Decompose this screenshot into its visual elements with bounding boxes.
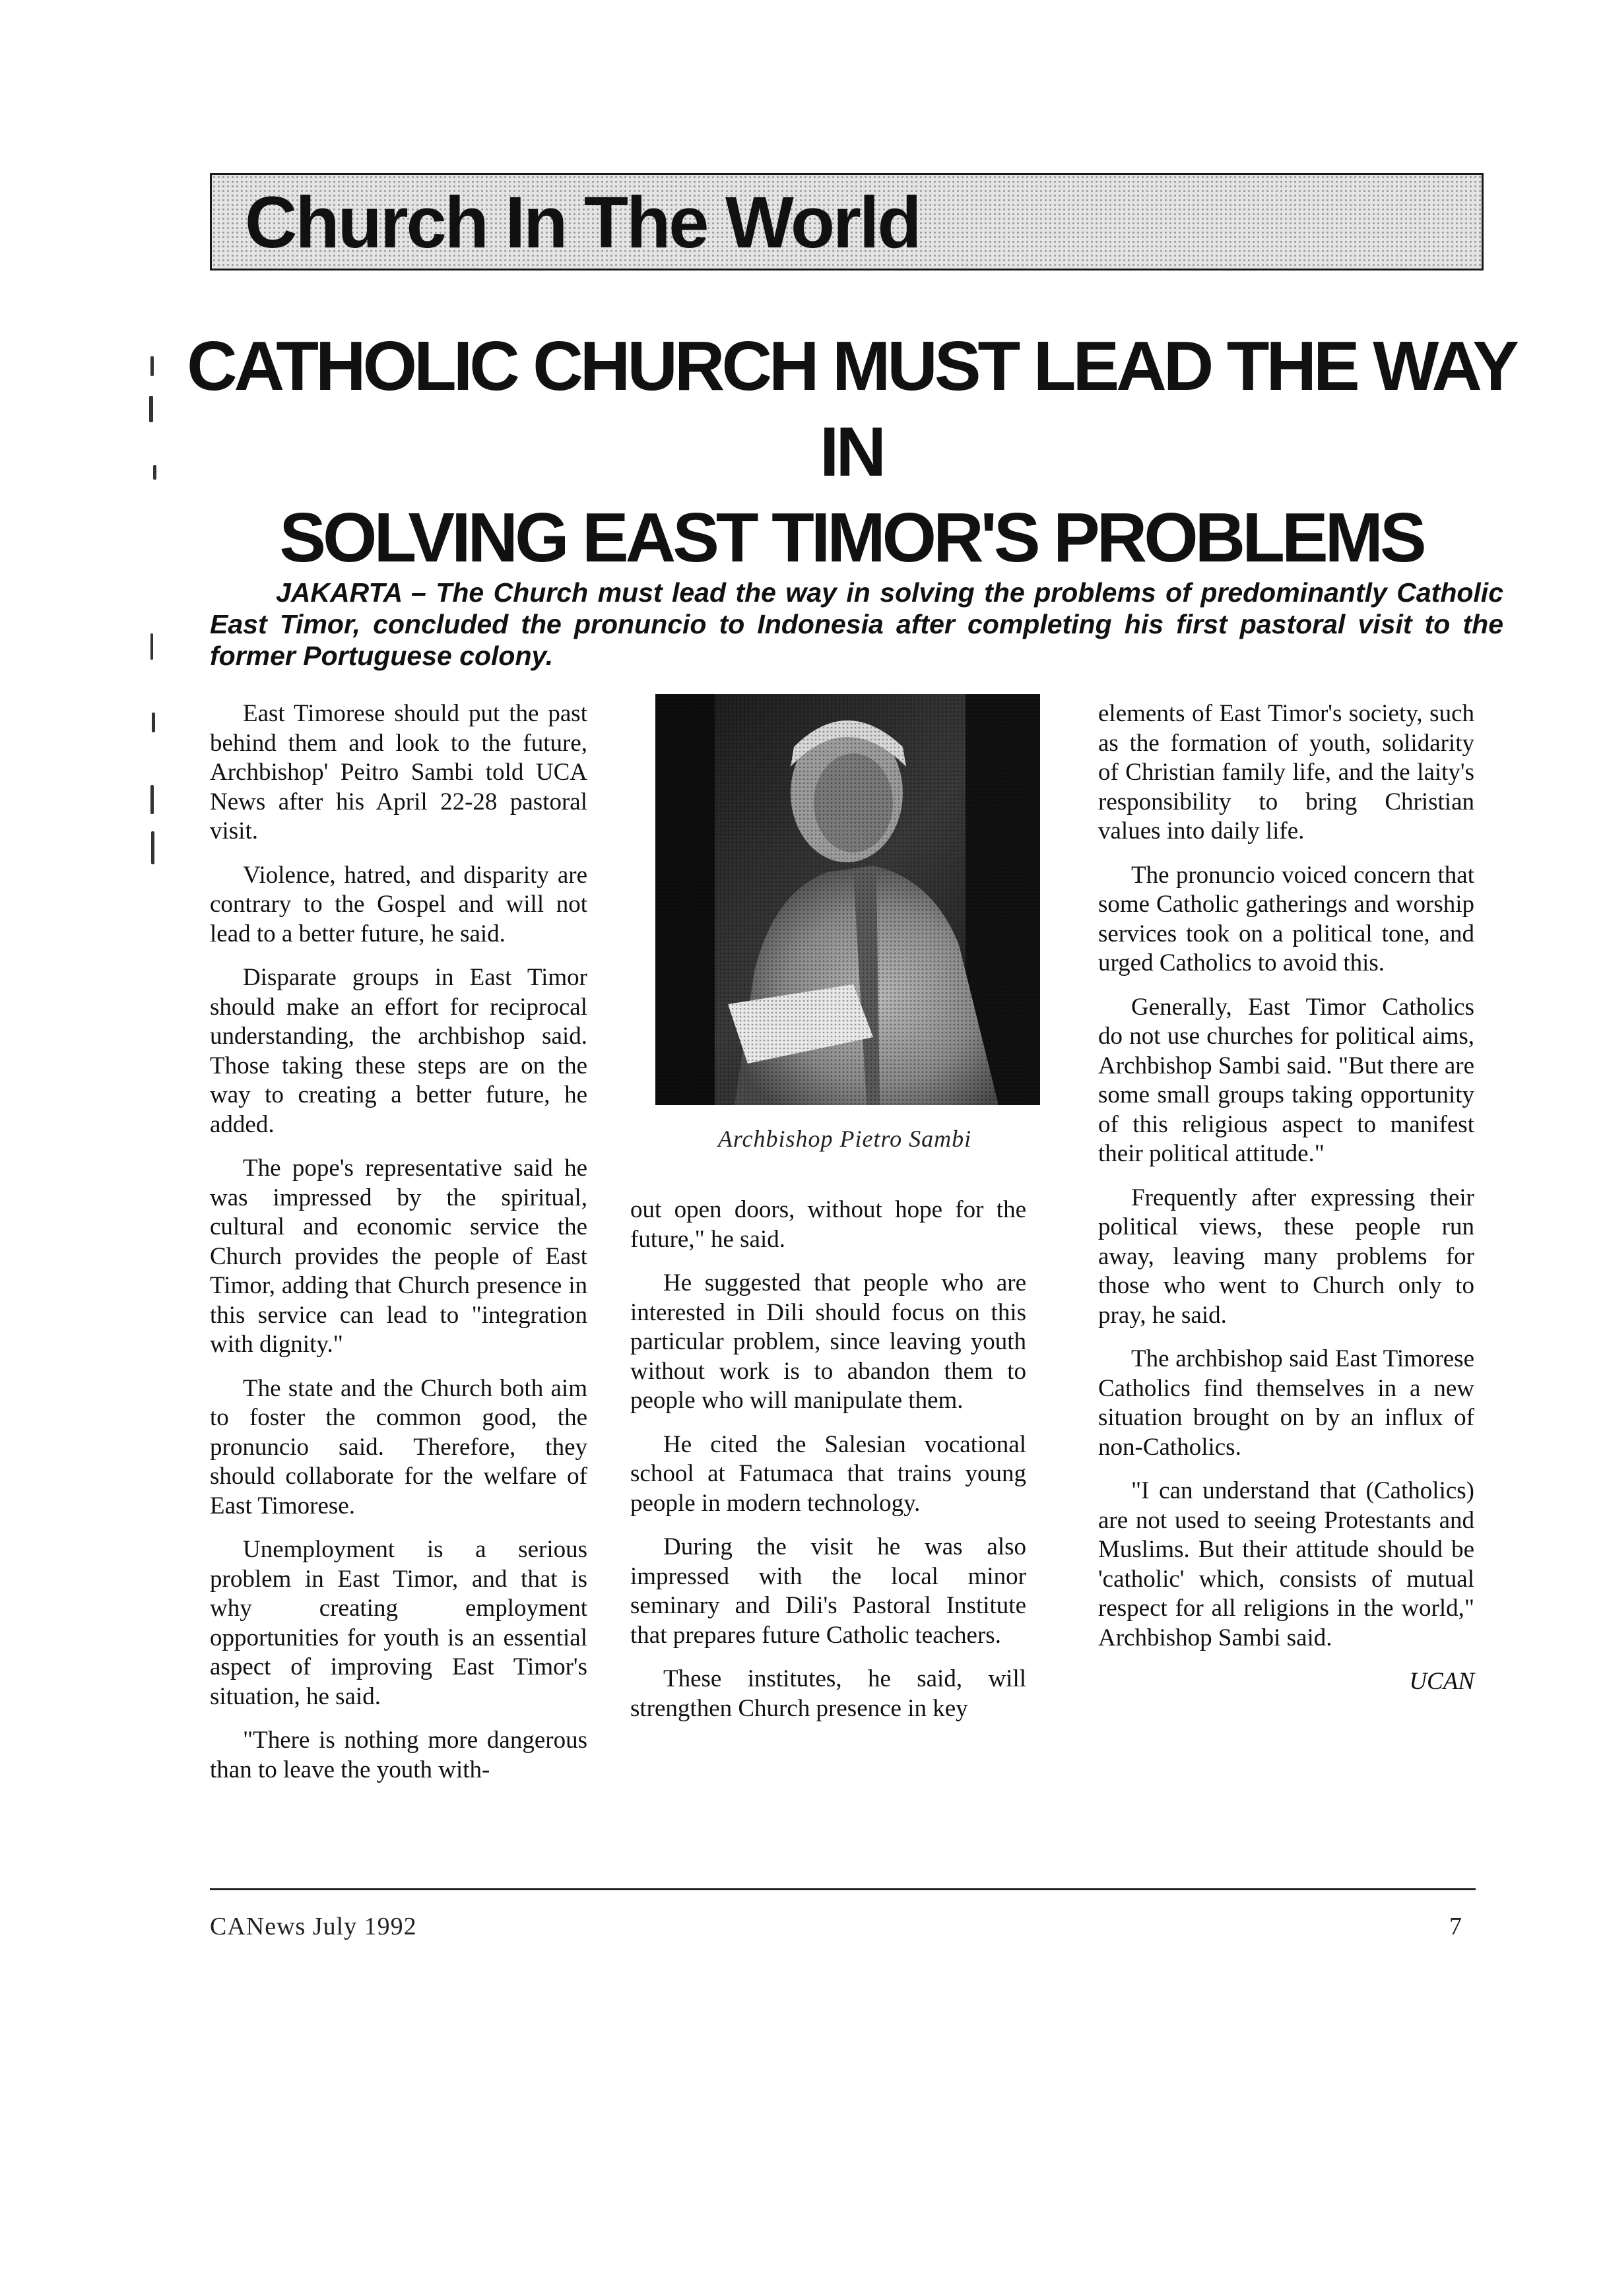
paragraph: During the visit he was also impressed with the local minor seminary and Dili's Pastoral Institute that prepares future Catholic teachers. bbox=[630, 1533, 1026, 1649]
footer-page-number: 7 bbox=[1449, 1913, 1462, 1940]
headline-line-1: CATHOLIC CHURCH MUST LEAD THE WAY IN bbox=[187, 327, 1516, 491]
scan-speck bbox=[150, 633, 153, 660]
paragraph: East Timorese should put the past behind them and look to the future, Archbishop' Peitro Sambi told UCA News after his April 22-28 pastoral visit. bbox=[210, 700, 587, 845]
paragraph: Frequently after expressing their political views, these people run away, leaving many problems for those who went to Church only to pray, he said. bbox=[1098, 1184, 1474, 1329]
paragraph: elements of East Timor's society, such as the formation of youth, solidarity of Christian family life, and the laity's responsibility to bring Christian values into daily life. bbox=[1098, 700, 1474, 845]
paragraph: out open doors, without hope for the future," he said. bbox=[630, 1196, 1026, 1253]
article-column-2 bbox=[630, 1196, 1026, 1738]
scan-speck bbox=[149, 396, 153, 422]
article-column-1 bbox=[210, 699, 587, 1799]
scan-speck bbox=[150, 356, 154, 376]
headline-line-2: SOLVING EAST TIMOR'S PROBLEMS bbox=[279, 499, 1424, 577]
paragraph: The pronuncio voiced concern that some Catholic gatherings and worship services took on a political tone, and urged Catholics to avoid this. bbox=[1098, 861, 1474, 976]
scan-speck bbox=[151, 831, 154, 864]
headline bbox=[165, 323, 1538, 581]
paragraph: He suggested that people who are interested in Dili should focus on this particular problem, since leaving youth without work is to abandon them to people who will manipulate them. bbox=[630, 1269, 1026, 1414]
paragraph: "There is nothing more dangerous than to leave the youth with- bbox=[210, 1727, 587, 1783]
footer-publication: CANews July 1992 bbox=[210, 1913, 417, 1940]
lede-paragraph: JAKARTA – The Church must lead the way in solving the problems of predominantly Catholic East Timor, concluded the pronuncio to Indonesia after completing his first pastoral visit to the former Portuguese colony. bbox=[210, 577, 1503, 671]
paragraph: The archbishop said East Timorese Catholics find themselves in a new situation brought on by an influx of non-Catholics. bbox=[1098, 1345, 1474, 1461]
photo-caption: Archbishop Pietro Sambi bbox=[717, 1126, 972, 1152]
section-title: Church In The World bbox=[245, 182, 920, 263]
paragraph: Unemployment is a serious problem in East Timor, and that is why creating employment opportunities for youth is an essential aspect of improving East Timor's situation, he said. bbox=[210, 1536, 587, 1710]
paragraph: The state and the Church both aim to foster the common good, the pronuncio said. Therefore, they should collaborate for the welfare of East Timorese. bbox=[210, 1374, 587, 1519]
paragraph: Generally, East Timor Catholics do not use churches for political aims, Archbishop Sambi said. "But there are some small groups taking opportunity of this religious aspect to manifest their political attitude." bbox=[1098, 993, 1474, 1167]
paragraph: He cited the Salesian vocational school at Fatumaca that trains young people in modern technology. bbox=[630, 1430, 1026, 1517]
paragraph: "I can understand that (Catholics) are not used to seeing Protestants and Muslims. But their attitude should be 'catholic' which, consists of mutual respect for all religions in the world," Archbishop Sambi said. bbox=[1098, 1477, 1474, 1651]
paragraph: These institutes, he said, will strengthen Church presence in key bbox=[630, 1665, 1026, 1722]
scan-speck bbox=[152, 713, 155, 732]
paragraph: Disparate groups in East Timor should make an effort for reciprocal understanding, the archbishop said. Those taking these steps are on the way to creating a better future, he added. bbox=[210, 964, 587, 1138]
paragraph: Violence, hatred, and disparity are contrary to the Gospel and will not lead to a better future, he said. bbox=[210, 861, 587, 947]
photo-illustration bbox=[655, 694, 1040, 1105]
scan-speck bbox=[153, 465, 156, 480]
archbishop-photo bbox=[655, 694, 1040, 1105]
section-banner bbox=[210, 173, 1484, 271]
footer-rule bbox=[210, 1888, 1476, 1890]
article-column-3 bbox=[1098, 699, 1474, 1711]
scan-speck bbox=[150, 785, 154, 814]
source-credit: UCAN bbox=[1409, 1668, 1474, 1695]
paragraph: The pope's representative said he was impressed by the spiritual, cultural and economic service the Church provides the people of East Timor, adding that Church presence in this service can lead to "integration with dignity." bbox=[210, 1155, 587, 1358]
